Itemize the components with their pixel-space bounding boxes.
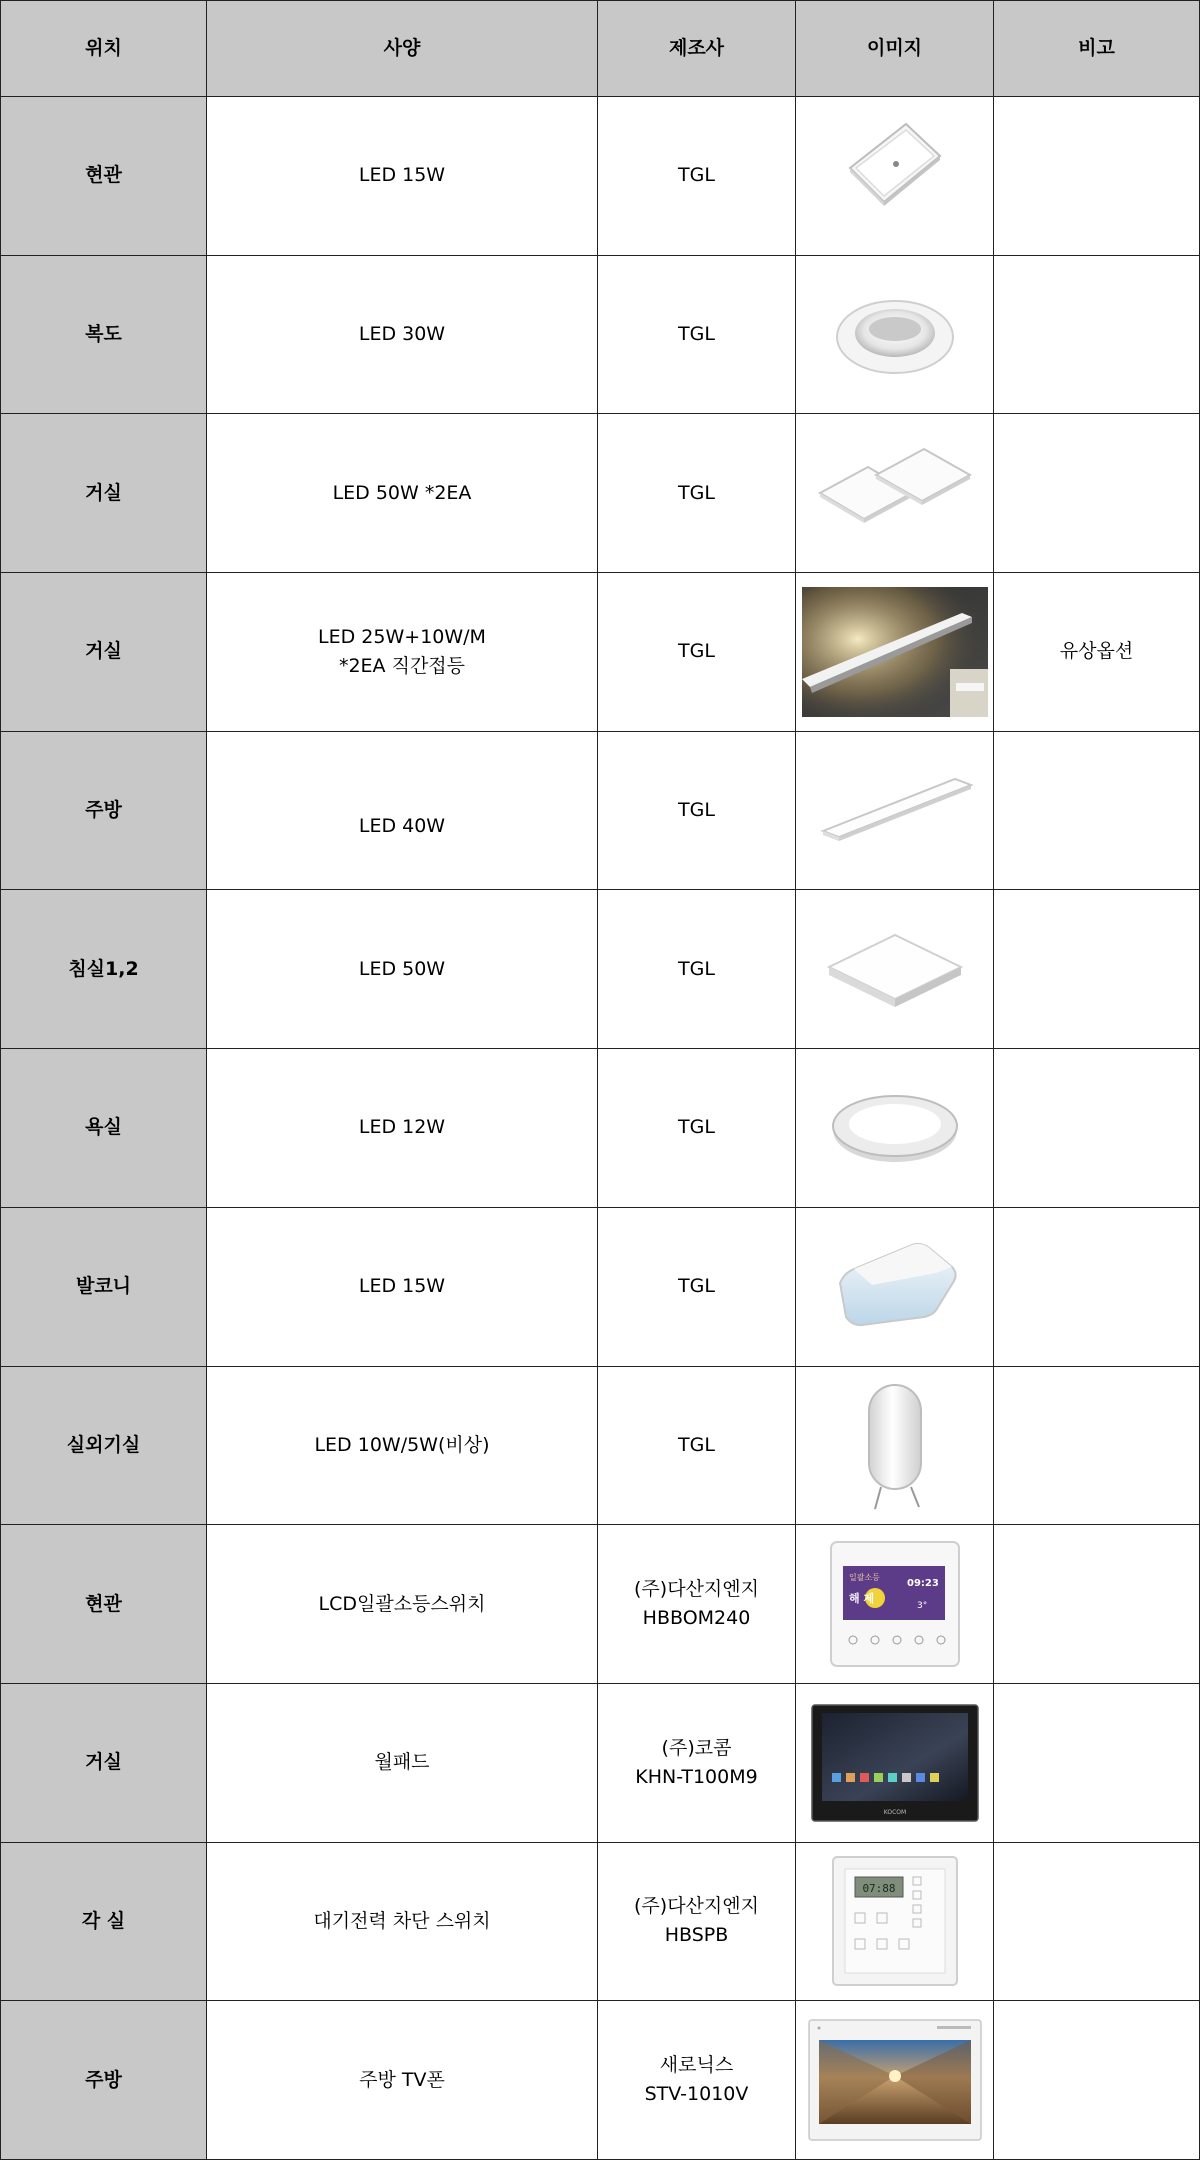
header-location: 위치 — [1, 1, 207, 97]
table-row — [1, 573, 1200, 732]
note-cell — [994, 1049, 1200, 1208]
note-cell — [994, 97, 1200, 256]
image-cell — [796, 97, 994, 256]
image-cell — [796, 1207, 994, 1366]
spec-cell: 대기전력 차단 스위치 — [207, 1842, 598, 2001]
manufacturer-cell: TGL — [598, 255, 796, 414]
spec-cell: LED 50W — [207, 890, 598, 1049]
standby-power-switch-icon — [825, 1853, 965, 1989]
square-flat-ceiling-light-icon — [815, 909, 975, 1029]
square-ceiling-light-small-icon — [820, 116, 970, 236]
image-cell — [796, 573, 994, 732]
note-cell — [994, 731, 1200, 890]
lcd-time: 09:23 — [906, 1578, 939, 1590]
image-cell — [796, 1366, 994, 1525]
image-cell — [796, 1842, 994, 2001]
manufacturer-cell: TGL — [598, 1366, 796, 1525]
spec-cell: LED 25W+10W/M *2EA 직간접등 — [207, 573, 598, 732]
kitchen-tv-phone-icon — [807, 2018, 983, 2142]
image-cell — [796, 414, 994, 573]
spec-cell: LED 15W — [207, 1207, 598, 1366]
manufacturer-cell: TGL — [598, 1049, 796, 1208]
spec-cell: LCD일괄소등스위치 — [207, 1525, 598, 1684]
header-note: 비고 — [994, 1, 1200, 97]
standby-display: 07:88 — [861, 1882, 896, 1896]
header-manufacturer: 제조사 — [598, 1, 796, 97]
table-row — [1, 890, 1200, 1049]
note-cell — [994, 1683, 1200, 1842]
manufacturer-cell: 새로닉스 STV-1010V — [598, 2001, 796, 2160]
table-row — [1, 731, 1200, 890]
manufacturer-cell: TGL — [598, 573, 796, 732]
location-cell: 각 실 — [1, 1842, 207, 2001]
table-row — [1, 1207, 1200, 1366]
manufacturer-cell: TGL — [598, 1207, 796, 1366]
table-row — [1, 255, 1200, 414]
note-cell — [994, 1207, 1200, 1366]
location-cell: 거실 — [1, 414, 207, 573]
header-image: 이미지 — [796, 1, 994, 97]
long-flat-panel-light-icon — [815, 751, 975, 871]
note-cell — [994, 1842, 1200, 2001]
location-cell: 현관 — [1, 97, 207, 256]
spec-cell: LED 12W — [207, 1049, 598, 1208]
manufacturer-cell: TGL — [598, 414, 796, 573]
manufacturer-cell: (주)다산지엔지 HBBOM240 — [598, 1525, 796, 1684]
spec-cell: 주방 TV폰 — [207, 2001, 598, 2160]
table-row — [1, 1049, 1200, 1208]
image-cell — [796, 731, 994, 890]
spec-cell: 월패드 — [207, 1683, 598, 1842]
image-cell — [796, 890, 994, 1049]
square-frosted-light-icon — [820, 1227, 970, 1347]
location-cell: 복도 — [1, 255, 207, 414]
lcd-master-switch-icon — [825, 1538, 965, 1670]
table-row — [1, 2001, 1200, 2160]
note-cell — [994, 1366, 1200, 1525]
spec-cell: LED 30W — [207, 255, 598, 414]
lcd-label-2: 해 제 — [848, 1592, 874, 1606]
lcd-temp: 3° — [916, 1601, 927, 1612]
note-cell — [994, 414, 1200, 573]
header-row — [1, 1, 1200, 97]
lcd-label-1: 일괄소등 — [848, 1573, 880, 1583]
note-cell — [994, 255, 1200, 414]
image-cell — [796, 255, 994, 414]
wallpad-monitor-icon — [810, 1703, 980, 1823]
round-downlight-icon — [820, 275, 970, 395]
table-row — [1, 1525, 1200, 1684]
round-ring-light-icon — [820, 1068, 970, 1188]
image-cell — [796, 1049, 994, 1208]
location-cell: 주방 — [1, 731, 207, 890]
note-cell — [994, 2001, 1200, 2160]
location-cell: 거실 — [1, 573, 207, 732]
manufacturer-cell: TGL — [598, 890, 796, 1049]
manufacturer-cell: TGL — [598, 731, 796, 890]
manufacturer-cell: TGL — [598, 97, 796, 256]
spec-cell: LED 50W *2EA — [207, 414, 598, 573]
twin-square-panel-light-icon — [810, 433, 980, 553]
spec-cell: LED 10W/5W(비상) — [207, 1366, 598, 1525]
table-row — [1, 1842, 1200, 2001]
table-row — [1, 1366, 1200, 1525]
table-row — [1, 414, 1200, 573]
image-cell — [796, 2001, 994, 2160]
location-cell: 실외기실 — [1, 1366, 207, 1525]
note-cell: 유상옵션 — [994, 573, 1200, 732]
spec-cell: LED 40W — [207, 731, 598, 890]
spec-cell: LED 15W — [207, 97, 598, 256]
header-spec: 사양 — [207, 1, 598, 97]
location-cell: 거실 — [1, 1683, 207, 1842]
location-cell: 침실1,2 — [1, 890, 207, 1049]
manufacturer-cell: (주)다산지엔지 HBSPB — [598, 1842, 796, 2001]
manufacturer-cell: (주)코콤 KHN-T100M9 — [598, 1683, 796, 1842]
location-cell: 주방 — [1, 2001, 207, 2160]
table-row — [1, 1683, 1200, 1842]
oval-wall-light-icon — [835, 1375, 955, 1515]
image-cell — [796, 1683, 994, 1842]
wallpad-brand-label: KOCOM — [883, 1808, 906, 1816]
image-cell — [796, 1525, 994, 1684]
location-cell: 욕실 — [1, 1049, 207, 1208]
location-cell: 발코니 — [1, 1207, 207, 1366]
table-row — [1, 97, 1200, 256]
location-cell: 현관 — [1, 1525, 207, 1684]
note-cell — [994, 890, 1200, 1049]
linear-indirect-light-photo-icon — [802, 587, 988, 717]
note-cell — [994, 1525, 1200, 1684]
